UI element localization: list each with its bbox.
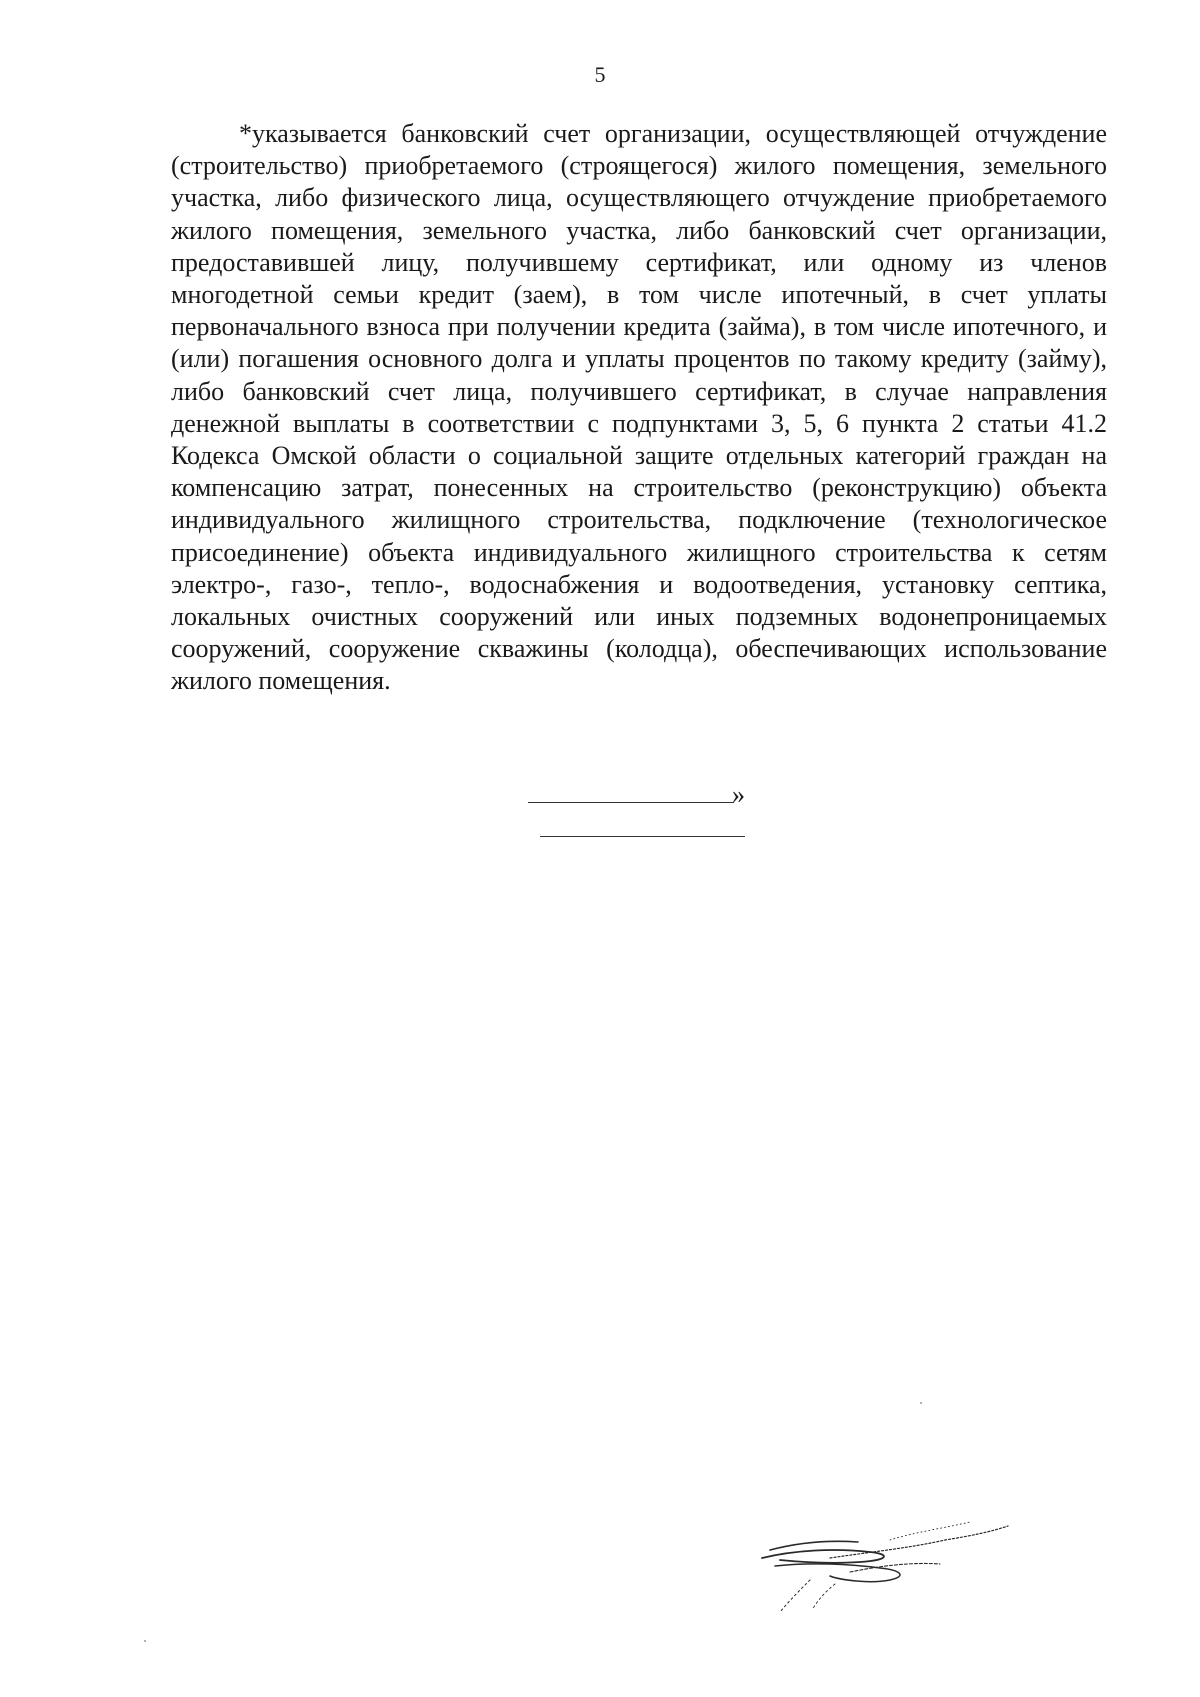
end-separator-line xyxy=(540,836,745,837)
handwritten-signature xyxy=(740,1480,1040,1620)
closing-line xyxy=(528,778,745,812)
scan-speck xyxy=(920,1402,922,1404)
closing-underline xyxy=(528,802,734,803)
closing-quote-mark: » xyxy=(732,780,745,809)
page-number: 5 xyxy=(594,62,606,87)
scan-speck xyxy=(144,1640,146,1642)
footnote-text: *указывается банковский счет организации, осуществляющей отчуждение (строительство) приобретаемого (строящегося) жилого помещения, земельного участка, либо физического лица, осуществляющего отчуждение приобретаемого жилого помещения, земельного участка, либо банковский счет организации, предоставившей лицу, получившему сертификат, или одному из членов многодетной семьи кредит (заем), в том числе ипотечный, в счет уплаты первоначального взноса при получении кредита (займа), в том числе ипотечного, и (или) погашения основного долга и уплаты процентов по такому кредиту (займу), либо банковский счет лица, получившего сертификат, в случае направления денежной выплаты в соответствии с подпунктами 3, 5, 6 пункта 2 статьи 41.2 Кодекса Омской области о социальной защите отдельных категорий граждан на компенсацию затрат, понесенных на строительство (реконструкцию) объекта индивидуального жилищного строительства, подключение (технологическое присоединение) объекта индивидуального жилищного строительства к сетям электро-, газо-, тепло-, водоснабжения и водоотведения, установку септика, локальных очистных сооружений или иных подземных водонепроницаемых сооружений, сооружение скважины (колодца), обеспечивающих использование жилого помещения. xyxy=(171,119,1107,696)
